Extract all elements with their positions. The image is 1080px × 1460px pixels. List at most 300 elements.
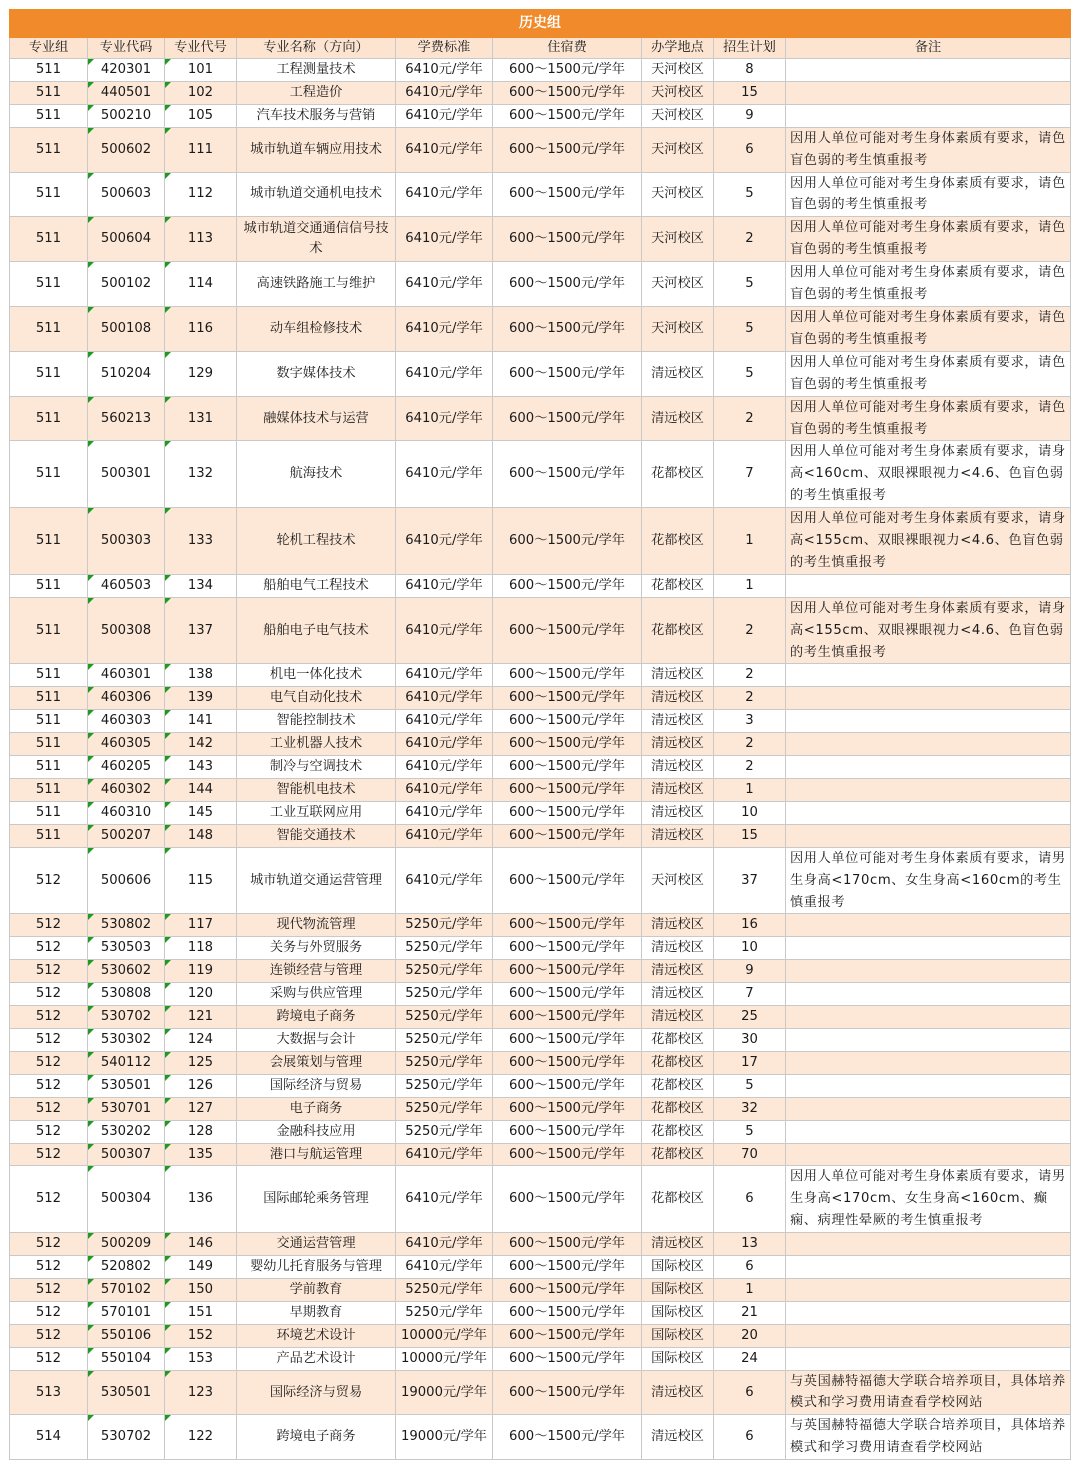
cell-name: 金融科技应用 — [237, 1120, 396, 1143]
cell-campus: 清远校区 — [642, 1233, 714, 1256]
cell-plan: 6 — [714, 1415, 786, 1460]
cell-campus: 天河校区 — [642, 104, 714, 127]
header-lodging: 住宿费 — [493, 38, 642, 59]
cell-fee: 6410元/学年 — [396, 59, 493, 82]
table-row — [10, 710, 1071, 733]
cell-num: 126 — [165, 1074, 237, 1097]
cell-name: 动车组检修技术 — [237, 306, 396, 351]
cell-lodging: 600～1500元/学年 — [493, 733, 642, 756]
cell-name: 制冷与空调技术 — [237, 756, 396, 779]
cell-group: 512 — [10, 1347, 88, 1370]
cell-code: 570101 — [88, 1301, 165, 1324]
cell-lodging: 600～1500元/学年 — [493, 1166, 642, 1233]
cell-lodging: 600～1500元/学年 — [493, 779, 642, 802]
table-row — [10, 914, 1071, 937]
cell-name: 港口与航运管理 — [237, 1143, 396, 1166]
cell-plan: 2 — [714, 756, 786, 779]
table-row — [10, 1143, 1071, 1166]
cell-lodging: 600～1500元/学年 — [493, 1278, 642, 1301]
cell-fee: 6410元/学年 — [396, 574, 493, 597]
cell-lodging: 600～1500元/学年 — [493, 574, 642, 597]
table-row — [10, 960, 1071, 983]
cell-campus: 花都校区 — [642, 1028, 714, 1051]
cell-plan: 1 — [714, 574, 786, 597]
cell-fee: 6410元/学年 — [396, 508, 493, 575]
cell-num: 101 — [165, 59, 237, 82]
cell-num: 148 — [165, 824, 237, 847]
cell-plan: 5 — [714, 262, 786, 307]
cell-campus: 清远校区 — [642, 664, 714, 687]
cell-campus: 清远校区 — [642, 756, 714, 779]
cell-fee: 5250元/学年 — [396, 1301, 493, 1324]
cell-lodging: 600～1500元/学年 — [493, 801, 642, 824]
cell-campus: 天河校区 — [642, 81, 714, 104]
cell-num: 123 — [165, 1370, 237, 1415]
cell-note — [786, 937, 1071, 960]
cell-plan: 6 — [714, 1166, 786, 1233]
table-row — [10, 217, 1071, 262]
cell-plan: 7 — [714, 441, 786, 508]
cell-note — [786, 914, 1071, 937]
cell-code: 500207 — [88, 824, 165, 847]
cell-note: 因用人单位可能对考生身体素质有要求，请色盲色弱的考生慎重报考 — [786, 306, 1071, 351]
cell-lodging: 600～1500元/学年 — [493, 710, 642, 733]
cell-group: 511 — [10, 779, 88, 802]
cell-note — [786, 1051, 1071, 1074]
cell-campus: 花都校区 — [642, 597, 714, 664]
cell-fee: 5250元/学年 — [396, 1097, 493, 1120]
cell-num: 113 — [165, 217, 237, 262]
cell-campus: 国际校区 — [642, 1256, 714, 1279]
cell-campus: 国际校区 — [642, 1278, 714, 1301]
table-row — [10, 983, 1071, 1006]
cell-code: 530701 — [88, 1097, 165, 1120]
cell-code: 500604 — [88, 217, 165, 262]
cell-note: 因用人单位可能对考生身体素质有要求，请身高<155cm、双眼裸眼视力<4.6、色盲色弱的考生慎重报考 — [786, 508, 1071, 575]
cell-group: 512 — [10, 1120, 88, 1143]
cell-name: 工业机器人技术 — [237, 733, 396, 756]
cell-note — [786, 1278, 1071, 1301]
cell-num: 124 — [165, 1028, 237, 1051]
cell-num: 151 — [165, 1301, 237, 1324]
table-title: 历史组 — [10, 10, 1071, 38]
cell-code: 500209 — [88, 1233, 165, 1256]
cell-lodging: 600～1500元/学年 — [493, 351, 642, 396]
cell-name: 电子商务 — [237, 1097, 396, 1120]
cell-num: 112 — [165, 172, 237, 217]
cell-code: 540112 — [88, 1051, 165, 1074]
table-row — [10, 59, 1071, 82]
cell-group: 511 — [10, 756, 88, 779]
cell-note — [786, 733, 1071, 756]
cell-note — [786, 779, 1071, 802]
cell-lodging: 600～1500元/学年 — [493, 937, 642, 960]
cell-note: 因用人单位可能对考生身体素质有要求，请色盲色弱的考生慎重报考 — [786, 127, 1071, 172]
cell-campus: 清远校区 — [642, 914, 714, 937]
cell-lodging: 600～1500元/学年 — [493, 1301, 642, 1324]
cell-fee: 10000元/学年 — [396, 1347, 493, 1370]
cell-group: 512 — [10, 1028, 88, 1051]
table-row — [10, 687, 1071, 710]
table-row — [10, 508, 1071, 575]
cell-group: 511 — [10, 664, 88, 687]
cell-fee: 6410元/学年 — [396, 127, 493, 172]
cell-campus: 清远校区 — [642, 937, 714, 960]
cell-name: 城市轨道交通通信信号技术 — [237, 217, 396, 262]
cell-group: 511 — [10, 574, 88, 597]
cell-fee: 6410元/学年 — [396, 733, 493, 756]
cell-lodging: 600～1500元/学年 — [493, 597, 642, 664]
cell-fee: 6410元/学年 — [396, 1256, 493, 1279]
cell-code: 500303 — [88, 508, 165, 575]
cell-code: 440501 — [88, 81, 165, 104]
cell-campus: 清远校区 — [642, 983, 714, 1006]
cell-group: 512 — [10, 1233, 88, 1256]
cell-note — [786, 687, 1071, 710]
cell-lodging: 600～1500元/学年 — [493, 1347, 642, 1370]
table-row — [10, 1051, 1071, 1074]
cell-name: 航海技术 — [237, 441, 396, 508]
cell-group: 512 — [10, 960, 88, 983]
cell-group: 511 — [10, 217, 88, 262]
cell-note: 因用人单位可能对考生身体素质有要求，请身高<155cm、双眼裸眼视力<4.6、色盲色弱的考生慎重报考 — [786, 597, 1071, 664]
cell-num: 150 — [165, 1278, 237, 1301]
cell-plan: 17 — [714, 1051, 786, 1074]
cell-fee: 6410元/学年 — [396, 847, 493, 914]
cell-group: 512 — [10, 937, 88, 960]
cell-num: 115 — [165, 847, 237, 914]
cell-num: 120 — [165, 983, 237, 1006]
cell-campus: 清远校区 — [642, 710, 714, 733]
table-row — [10, 779, 1071, 802]
cell-note — [786, 1120, 1071, 1143]
table-row — [10, 351, 1071, 396]
cell-num: 139 — [165, 687, 237, 710]
cell-num: 121 — [165, 1006, 237, 1029]
cell-code: 530503 — [88, 937, 165, 960]
cell-note — [786, 1256, 1071, 1279]
cell-group: 511 — [10, 104, 88, 127]
cell-fee: 5250元/学年 — [396, 1006, 493, 1029]
cell-name: 电气自动化技术 — [237, 687, 396, 710]
cell-campus: 天河校区 — [642, 59, 714, 82]
cell-num: 131 — [165, 396, 237, 441]
table-row — [10, 1006, 1071, 1029]
cell-name: 国际邮轮乘务管理 — [237, 1166, 396, 1233]
cell-name: 工程测量技术 — [237, 59, 396, 82]
cell-plan: 13 — [714, 1233, 786, 1256]
cell-note — [786, 1301, 1071, 1324]
cell-campus: 清远校区 — [642, 779, 714, 802]
cell-name: 连锁经营与管理 — [237, 960, 396, 983]
cell-group: 511 — [10, 441, 88, 508]
cell-code: 530702 — [88, 1415, 165, 1460]
cell-name: 交通运营管理 — [237, 1233, 396, 1256]
cell-num: 149 — [165, 1256, 237, 1279]
cell-lodging: 600～1500元/学年 — [493, 983, 642, 1006]
cell-note — [786, 1006, 1071, 1029]
cell-lodging: 600～1500元/学年 — [493, 1415, 642, 1460]
table-row — [10, 1120, 1071, 1143]
cell-lodging: 600～1500元/学年 — [493, 847, 642, 914]
cell-group: 512 — [10, 1097, 88, 1120]
cell-note — [786, 710, 1071, 733]
cell-note — [786, 1324, 1071, 1347]
cell-note: 因用人单位可能对考生身体素质有要求，请身高<160cm、双眼裸眼视力<4.6、色盲色弱的考生慎重报考 — [786, 441, 1071, 508]
cell-code: 530501 — [88, 1074, 165, 1097]
cell-num: 116 — [165, 306, 237, 351]
cell-code: 460306 — [88, 687, 165, 710]
cell-num: 142 — [165, 733, 237, 756]
cell-lodging: 600～1500元/学年 — [493, 1143, 642, 1166]
cell-campus: 清远校区 — [642, 824, 714, 847]
cell-num: 136 — [165, 1166, 237, 1233]
cell-name: 婴幼儿托育服务与管理 — [237, 1256, 396, 1279]
cell-lodging: 600～1500元/学年 — [493, 127, 642, 172]
cell-name: 早期教育 — [237, 1301, 396, 1324]
header-fee: 学费标准 — [396, 38, 493, 59]
cell-lodging: 600～1500元/学年 — [493, 1233, 642, 1256]
cell-fee: 6410元/学年 — [396, 306, 493, 351]
cell-plan: 32 — [714, 1097, 786, 1120]
cell-campus: 清远校区 — [642, 960, 714, 983]
cell-campus: 清远校区 — [642, 733, 714, 756]
table-row — [10, 847, 1071, 914]
cell-name: 国际经济与贸易 — [237, 1074, 396, 1097]
table-row — [10, 1415, 1071, 1460]
cell-code: 530501 — [88, 1370, 165, 1415]
cell-num: 145 — [165, 801, 237, 824]
cell-plan: 16 — [714, 914, 786, 937]
table-row — [10, 733, 1071, 756]
table-row — [10, 937, 1071, 960]
cell-group: 512 — [10, 1166, 88, 1233]
cell-group: 514 — [10, 1415, 88, 1460]
cell-plan: 5 — [714, 172, 786, 217]
cell-name: 采购与供应管理 — [237, 983, 396, 1006]
cell-num: 152 — [165, 1324, 237, 1347]
cell-plan: 25 — [714, 1006, 786, 1029]
cell-name: 智能机电技术 — [237, 779, 396, 802]
cell-fee: 6410元/学年 — [396, 1143, 493, 1166]
cell-campus: 花都校区 — [642, 1051, 714, 1074]
cell-code: 500307 — [88, 1143, 165, 1166]
cell-lodging: 600～1500元/学年 — [493, 396, 642, 441]
cell-plan: 7 — [714, 983, 786, 1006]
cell-group: 512 — [10, 1006, 88, 1029]
cell-fee: 6410元/学年 — [396, 801, 493, 824]
cell-group: 513 — [10, 1370, 88, 1415]
cell-code: 460205 — [88, 756, 165, 779]
cell-code: 460305 — [88, 733, 165, 756]
cell-num: 105 — [165, 104, 237, 127]
cell-group: 512 — [10, 914, 88, 937]
cell-fee: 10000元/学年 — [396, 1324, 493, 1347]
cell-plan: 1 — [714, 1278, 786, 1301]
cell-group: 511 — [10, 801, 88, 824]
cell-group: 511 — [10, 262, 88, 307]
header-name: 专业名称（方向） — [237, 38, 396, 59]
cell-code: 500108 — [88, 306, 165, 351]
cell-num: 137 — [165, 597, 237, 664]
table-row — [10, 756, 1071, 779]
table-row — [10, 1097, 1071, 1120]
cell-lodging: 600～1500元/学年 — [493, 687, 642, 710]
cell-num: 127 — [165, 1097, 237, 1120]
cell-campus: 天河校区 — [642, 172, 714, 217]
cell-campus: 清远校区 — [642, 396, 714, 441]
cell-note: 因用人单位可能对考生身体素质有要求，请男生身高<170cm、女生身高<160cm、癫痫、病理性晕厥的考生慎重报考 — [786, 1166, 1071, 1233]
cell-group: 511 — [10, 306, 88, 351]
cell-note: 因用人单位可能对考生身体素质有要求，请男生身高<170cm、女生身高<160cm的考生慎重报考 — [786, 847, 1071, 914]
cell-num: 117 — [165, 914, 237, 937]
cell-lodging: 600～1500元/学年 — [493, 1324, 642, 1347]
cell-plan: 3 — [714, 710, 786, 733]
cell-fee: 6410元/学年 — [396, 779, 493, 802]
table-row — [10, 1278, 1071, 1301]
cell-name: 船舶电气工程技术 — [237, 574, 396, 597]
cell-campus: 国际校区 — [642, 1324, 714, 1347]
header-note: 备注 — [786, 38, 1071, 59]
cell-num: 141 — [165, 710, 237, 733]
table-row — [10, 1166, 1071, 1233]
cell-campus: 清远校区 — [642, 801, 714, 824]
cell-fee: 19000元/学年 — [396, 1370, 493, 1415]
cell-name: 城市轨道交通机电技术 — [237, 172, 396, 217]
cell-num: 118 — [165, 937, 237, 960]
cell-fee: 5250元/学年 — [396, 983, 493, 1006]
cell-fee: 6410元/学年 — [396, 687, 493, 710]
cell-lodging: 600～1500元/学年 — [493, 1028, 642, 1051]
table-row — [10, 262, 1071, 307]
cell-group: 512 — [10, 1324, 88, 1347]
cell-fee: 6410元/学年 — [396, 824, 493, 847]
cell-lodging: 600～1500元/学年 — [493, 756, 642, 779]
cell-group: 511 — [10, 508, 88, 575]
cell-name: 城市轨道车辆应用技术 — [237, 127, 396, 172]
cell-group: 511 — [10, 710, 88, 733]
cell-fee: 5250元/学年 — [396, 960, 493, 983]
cell-plan: 30 — [714, 1028, 786, 1051]
cell-code: 530802 — [88, 914, 165, 937]
table-row — [10, 1301, 1071, 1324]
cell-lodging: 600～1500元/学年 — [493, 508, 642, 575]
cell-num: 134 — [165, 574, 237, 597]
cell-code: 500304 — [88, 1166, 165, 1233]
cell-lodging: 600～1500元/学年 — [493, 1051, 642, 1074]
cell-plan: 1 — [714, 779, 786, 802]
cell-code: 500301 — [88, 441, 165, 508]
cell-code: 510204 — [88, 351, 165, 396]
cell-group: 512 — [10, 1051, 88, 1074]
cell-note: 因用人单位可能对考生身体素质有要求，请色盲色弱的考生慎重报考 — [786, 217, 1071, 262]
cell-plan: 2 — [714, 597, 786, 664]
cell-note — [786, 960, 1071, 983]
cell-note — [786, 1233, 1071, 1256]
cell-name: 学前教育 — [237, 1278, 396, 1301]
cell-lodging: 600～1500元/学年 — [493, 104, 642, 127]
cell-lodging: 600～1500元/学年 — [493, 217, 642, 262]
cell-fee: 6410元/学年 — [396, 441, 493, 508]
cell-plan: 5 — [714, 306, 786, 351]
cell-num: 122 — [165, 1415, 237, 1460]
cell-note — [786, 1074, 1071, 1097]
cell-plan: 20 — [714, 1324, 786, 1347]
cell-campus: 国际校区 — [642, 1301, 714, 1324]
header-row — [10, 38, 1071, 59]
cell-plan: 24 — [714, 1347, 786, 1370]
cell-note — [786, 104, 1071, 127]
cell-group: 512 — [10, 983, 88, 1006]
cell-name: 高速铁路施工与维护 — [237, 262, 396, 307]
table-row — [10, 104, 1071, 127]
table-row — [10, 824, 1071, 847]
cell-note: 因用人单位可能对考生身体素质有要求，请色盲色弱的考生慎重报考 — [786, 351, 1071, 396]
cell-plan: 6 — [714, 127, 786, 172]
cell-fee: 6410元/学年 — [396, 262, 493, 307]
cell-code: 530808 — [88, 983, 165, 1006]
cell-note: 因用人单位可能对考生身体素质有要求，请色盲色弱的考生慎重报考 — [786, 172, 1071, 217]
cell-code: 530202 — [88, 1120, 165, 1143]
cell-fee: 6410元/学年 — [396, 81, 493, 104]
cell-fee: 6410元/学年 — [396, 217, 493, 262]
cell-num: 128 — [165, 1120, 237, 1143]
cell-num: 132 — [165, 441, 237, 508]
cell-lodging: 600～1500元/学年 — [493, 172, 642, 217]
cell-code: 420301 — [88, 59, 165, 82]
cell-num: 129 — [165, 351, 237, 396]
cell-note — [786, 1143, 1071, 1166]
cell-plan: 6 — [714, 1256, 786, 1279]
cell-plan: 70 — [714, 1143, 786, 1166]
cell-fee: 19000元/学年 — [396, 1415, 493, 1460]
cell-plan: 9 — [714, 104, 786, 127]
cell-note — [786, 983, 1071, 1006]
header-plan: 招生计划 — [714, 38, 786, 59]
cell-name: 智能控制技术 — [237, 710, 396, 733]
cell-plan: 5 — [714, 1120, 786, 1143]
cell-campus: 花都校区 — [642, 1166, 714, 1233]
cell-note — [786, 1097, 1071, 1120]
header-group: 专业组 — [10, 38, 88, 59]
cell-group: 512 — [10, 1143, 88, 1166]
cell-num: 143 — [165, 756, 237, 779]
cell-lodging: 600～1500元/学年 — [493, 441, 642, 508]
cell-plan: 8 — [714, 59, 786, 82]
cell-fee: 6410元/学年 — [396, 597, 493, 664]
table-row — [10, 574, 1071, 597]
cell-note — [786, 1347, 1071, 1370]
cell-name: 汽车技术服务与营销 — [237, 104, 396, 127]
cell-campus: 清远校区 — [642, 1415, 714, 1460]
cell-campus: 天河校区 — [642, 847, 714, 914]
cell-code: 500308 — [88, 597, 165, 664]
header-code: 专业代码 — [88, 38, 165, 59]
cell-code: 570102 — [88, 1278, 165, 1301]
cell-name: 智能交通技术 — [237, 824, 396, 847]
cell-name: 船舶电子电气技术 — [237, 597, 396, 664]
cell-group: 511 — [10, 396, 88, 441]
table-row — [10, 1347, 1071, 1370]
cell-note: 与英国赫特福德大学联合培养项目，具体培养模式和学习费用请查看学校网站 — [786, 1415, 1071, 1460]
cell-code: 530702 — [88, 1006, 165, 1029]
cell-name: 会展策划与管理 — [237, 1051, 396, 1074]
cell-group: 512 — [10, 1074, 88, 1097]
cell-name: 工程造价 — [237, 81, 396, 104]
cell-lodging: 600～1500元/学年 — [493, 59, 642, 82]
cell-fee: 6410元/学年 — [396, 1166, 493, 1233]
cell-name: 跨境电子商务 — [237, 1415, 396, 1460]
